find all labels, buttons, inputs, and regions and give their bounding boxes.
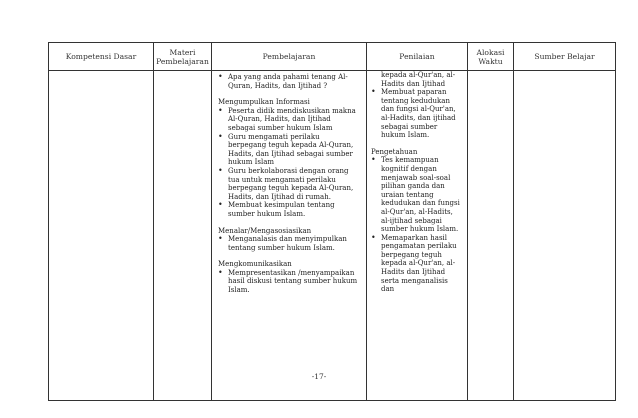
bullet-list-menalar bbox=[218, 235, 360, 252]
list-item: • Membuat paparan tentang kedudukan dan fungsi al-Qur'an, al-Hadits, dan ijtihad sebagai sumber hukum Islam. bbox=[371, 88, 463, 140]
list-item: • Apa yang anda pahami tenang Al-Quran, Hadits, dan Ijtihad ? bbox=[218, 73, 360, 90]
list-item: • Memaparkan hasil pengamatan perilaku berpegang teguh kepada al-Qur'an, al-Hadits dan Ijtihad serta menganalisis dan bbox=[371, 234, 463, 294]
bullet-list-penilaian-3 bbox=[371, 234, 463, 294]
header-alokasi-line-1: Alokasi bbox=[476, 47, 505, 57]
list-item: • Peserta didik mendiskusikan makna Al-Quran, Hadits, dan Ijtihad sebagai sumber hukum Islam bbox=[218, 107, 360, 133]
header-pembelajaran: Pembelajaran bbox=[212, 43, 367, 71]
list-item: • Membuat kesimpulan tentang sumber hukum Islam. bbox=[218, 201, 360, 218]
penilaian-continuation: kepada al-Qur'an, al-Hadits dan Ijtihad bbox=[381, 71, 456, 88]
cell-penilaian bbox=[367, 71, 468, 401]
header-materi-line-1: Materi bbox=[169, 47, 196, 57]
bullet-list-mengumpulkan bbox=[218, 107, 360, 219]
list-item: • Mempresentasikan /menyampaikan hasil diskusi tentang sumber hukum Islam. bbox=[218, 269, 360, 295]
section-heading-mengumpulkan: Mengumpulkan Informasi bbox=[218, 98, 310, 107]
section-heading-mengkomunikasikan: Mengkomunikasikan bbox=[218, 260, 292, 269]
curriculum-table bbox=[48, 42, 616, 401]
header-sumber-belajar: Sumber Belajar bbox=[514, 43, 616, 71]
header-materi-line-2: Pembelajaran bbox=[156, 56, 209, 66]
cell-sumber-belajar bbox=[514, 71, 616, 401]
section-heading-menalar: Menalar/Mengasosiasikan bbox=[218, 226, 312, 235]
list-item: • Guru mengamati perilaku berpegang teguh kepada Al-Quran, Hadits, dan Ijtihad sebagai sumber hukum Islam bbox=[218, 133, 360, 167]
header-materi-pembelajaran bbox=[154, 43, 212, 71]
header-penilaian: Penilaian bbox=[367, 43, 468, 71]
bullet-list-penilaian-2 bbox=[371, 156, 463, 233]
section-heading-pengetahuan: Pengetahuan bbox=[371, 147, 418, 156]
header-row bbox=[49, 43, 616, 71]
list-item: • Tes kemampuan kognitif dengan menjawab soal-soal pilihan ganda dan uraian tentang kedudukan dan fungsi al-Qur'an, al-Hadits, al-ijtihad sebagai sumber hukum Islam. bbox=[371, 156, 463, 233]
list-item: • Menganalasis dan menyimpulkan tentang sumber hukum Islam. bbox=[218, 235, 360, 252]
page-number: -17- bbox=[311, 372, 327, 381]
bullet-list-penilaian-1 bbox=[371, 88, 463, 140]
list-item: • Guru berkolaborasi dengan orang tua untuk mengamati perilaku berpegang teguh kepada Al-Quran, Hadits, dan Ijtihad di rumah. bbox=[218, 167, 360, 201]
header-alokasi-waktu bbox=[468, 43, 514, 71]
header-kompetensi-dasar: Kompetensi Dasar bbox=[49, 43, 154, 71]
cell-materi-pembelajaran bbox=[154, 71, 212, 401]
cell-alokasi-waktu bbox=[468, 71, 514, 401]
bullet-list-top bbox=[218, 73, 360, 90]
content-row bbox=[49, 71, 616, 401]
bullet-list-mengkomunikasikan bbox=[218, 269, 360, 295]
header-alokasi-line-2: Waktu bbox=[478, 56, 503, 66]
cell-pembelajaran bbox=[212, 71, 367, 401]
cell-kompetensi-dasar bbox=[49, 71, 154, 401]
